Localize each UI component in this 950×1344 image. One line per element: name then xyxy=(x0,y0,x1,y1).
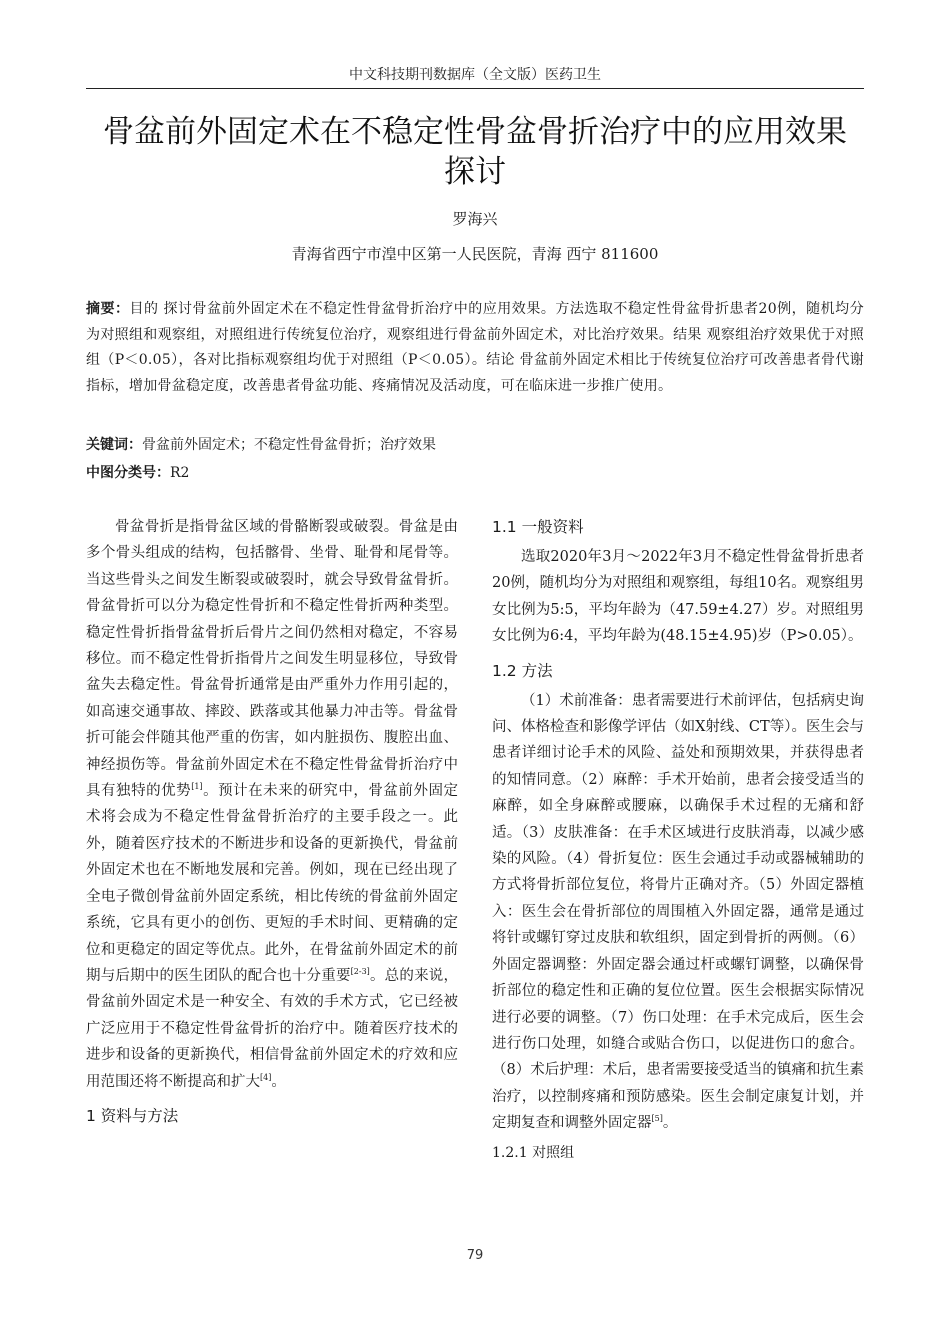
citation-4: [4] xyxy=(260,1072,272,1082)
keywords-text: 骨盆前外固定术；不稳定性骨盆骨折；治疗效果 xyxy=(142,437,436,453)
general-info-paragraph: 选取2020年3月～2022年3月不稳定性骨盆骨折患者20例，随机均分为对照组和观察组，每组10名。观察组男女比例为5:5，平均年龄为（47.59±4.27）岁。对照组男女比例为6:4，平均年龄为(48.15±4.95)岁（P>0.05）。 xyxy=(492,549,864,645)
title-line-1: 骨盆前外固定术在不稳定性骨盆骨折治疗中的应用效果 xyxy=(103,114,847,150)
title-line-2: 探讨 xyxy=(444,154,506,190)
header-rule xyxy=(86,88,864,89)
clc-value: R2 xyxy=(170,465,190,481)
subsection-heading-1-2-1: 1.2.1 对照组 xyxy=(492,1144,575,1161)
intro-text-2: 。预计在未来的研究中，骨盆前外固定术将会成为不稳定性骨盆骨折治疗的主要手段之一。此外，随着医疗技术的不断进步和设备的更新换代，骨盆前外固定术也在不断地发展和完善。例如，现在已经出现了全电子微创骨盆前外固定系统，相比传统的骨盆前外固定系统，它具有更小的创伤、更短的手术时间、更精确的定位和更稳定的固定等优点。此外，在骨盆前外固定术的前期与后期中的医生团队的配合也十分重要 xyxy=(86,783,459,984)
subsection-heading-1-2: 1.2 方法 xyxy=(492,661,553,680)
journal-header: 中文科技期刊数据库（全文版）医药卫生 xyxy=(349,67,601,83)
abstract-label: 摘要： xyxy=(86,301,130,317)
section-heading-1: 1 资料与方法 xyxy=(86,1106,179,1125)
methods-paragraph xyxy=(492,688,864,1137)
right-column xyxy=(492,514,864,1165)
affiliation: 青海省西宁市湟中区第一人民医院，青海 西宁 811600 xyxy=(291,245,659,263)
subsection-heading-1-1: 1.1 一般资料 xyxy=(492,518,584,536)
intro-text-3: 。总的来说，骨盆前外固定术是一种安全、有效的手术方式，它已经被广泛应用于不稳定性骨盆骨折的治疗中。随着医疗技术的进步和设备的更新换代，相信骨盆前外固定术的疗效和应用范围还将不断提高和扩大 xyxy=(86,967,458,1090)
intro-text-4: 。 xyxy=(271,1073,286,1090)
abstract-text: 目的 探讨骨盆前外固定术在不稳定性骨盆骨折治疗中的应用效果。方法选取不稳定性骨盆骨折患者20例，随机均分为对照组和观察组，对照组进行传统复位治疗，观察组进行骨盆前外固定术，对比治疗效果。结果 观察组治疗效果优于对照组（P＜0.05），各对比指标观察组均优于对照组（P＜0.05）。结论 骨盆前外固定术相比于传统复位治疗可改善患者骨代谢指标，增加骨盆稳定度，改善患者骨盆功能、疼痛情况及活动度，可在临床进一步推广使用。 xyxy=(86,301,864,394)
intro-text-1: 骨盆骨折是指骨盆区域的骨骼断裂或破裂。骨盆是由多个骨头组成的结构，包括髂骨、坐骨、耻骨和尾骨等。当这些骨头之间发生断裂或破裂时，就会导致骨盆骨折。骨盆骨折可以分为稳定性骨折和不稳定性骨折两种类型。稳定性骨折指骨盆骨折后骨片之间仍然相对稳定，不容易移位。而不稳定性骨折指骨片之间发生明显移位，导致骨盆失去稳定性。骨盆骨折通常是由严重外力作用引起的，如高速交通事故、摔跤、跌落或其他暴力冲击等。骨盆骨折可能会伴随其他严重的伤害，如内脏损伤、腹腔出血、神经损伤等。骨盆前外固定术在不稳定性骨盆骨折治疗中具有独特的优势 xyxy=(86,519,458,800)
intro-paragraph xyxy=(86,514,458,1095)
citation-2-3: [2-3] xyxy=(350,967,370,977)
keywords-label: 关键词： xyxy=(86,437,142,453)
article-title xyxy=(86,112,864,192)
methods-text-2: 。 xyxy=(662,1115,678,1132)
left-column xyxy=(86,514,458,1133)
keywords xyxy=(86,434,864,456)
citation-1: [1] xyxy=(191,782,203,792)
citation-5: [5] xyxy=(651,1114,663,1124)
classification-number xyxy=(86,462,864,484)
clc-label: 中图分类号： xyxy=(86,465,170,481)
author: 罗海兴 xyxy=(452,210,498,228)
page-number: 79 xyxy=(466,1248,484,1263)
methods-text-1: （1）术前准备：患者需要进行术前评估，包括病史询问、体格检查和影像学评估（如X射线、CT等）。医生会与患者详细讨论手术的风险、益处和预期效果，并获得患者的知情同意。（2）麻醉：手术开始前，患者会接受适当的麻醉，如全身麻醉或腰麻，以确保手术过程的无痛和舒适。（3）皮肤准备：在手术区域进行皮肤消毒，以减少感染的风险。（4）骨折复位：医生会通过手动或器械辅助的方式将骨折部位复位，将骨片正确对齐。（5）外固定器植入：医生会在骨折部位的周围植入外固定器，通常是通过将针或螺钉穿过皮肤和软组织，固定到骨折的两侧。（6）外固定器调整：外固定器会通过杆或螺钉调整，以确保骨折部位的稳定性和正确的复位位置。医生会根据实际情况进行必要的调整。（7）伤口处理：在手术完成后，医生会进行伤口处理，如缝合或贴合伤口，以促进伤口的愈合。（8）术后护理：术后，患者需要接受适当的镇痛和抗生素治疗，以控制疼痛和预防感染。医生会制定康复计划，并定期复查和调整外固定器 xyxy=(492,692,864,1132)
abstract xyxy=(86,297,864,399)
